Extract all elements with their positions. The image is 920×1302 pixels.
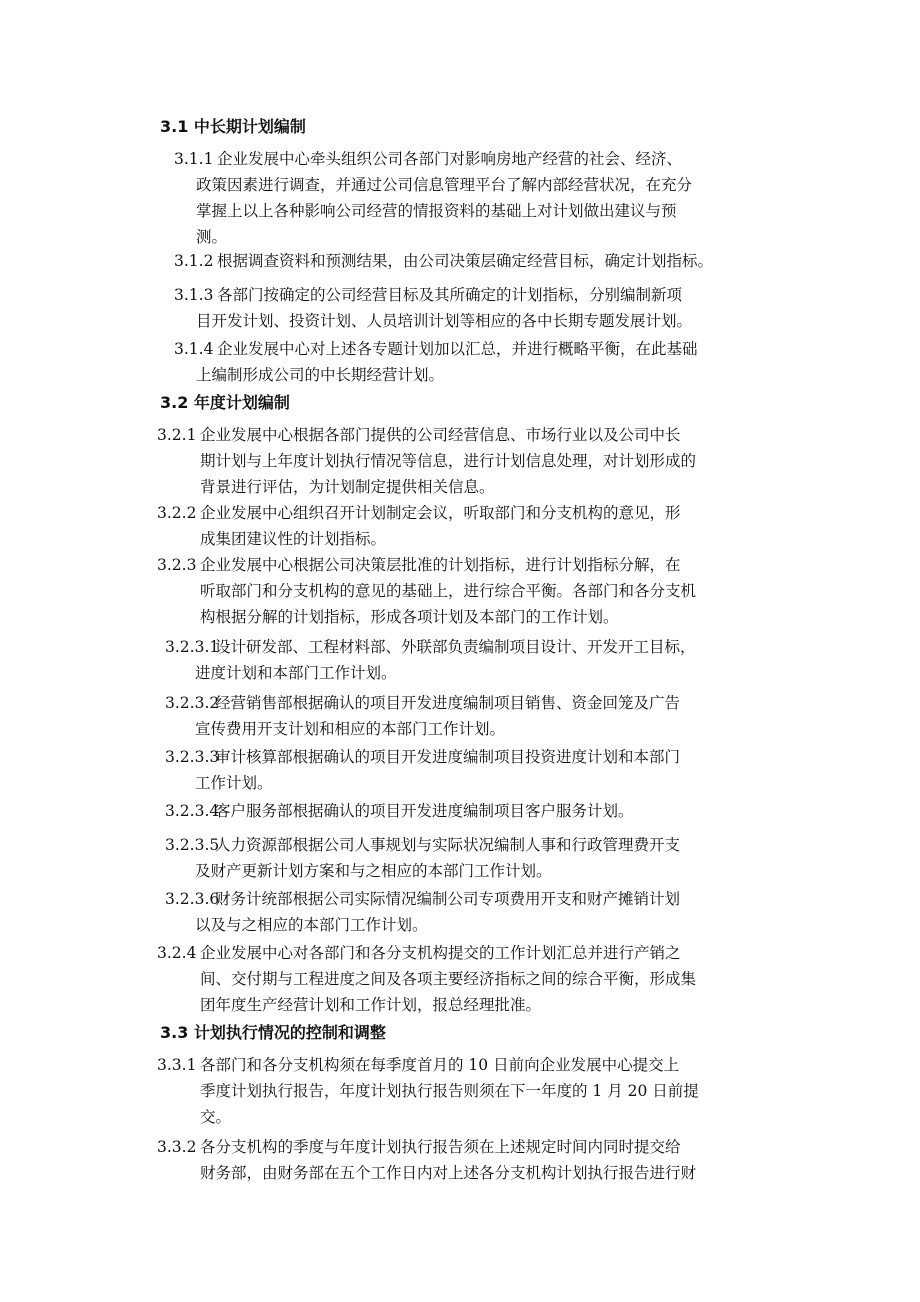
clause-line: 目开发计划、投资计划、人员培训计划等相应的各中长期专题发展计划。 [196, 312, 693, 330]
clause-line: 以及与之相应的本部门工作计划。 [195, 916, 428, 934]
clause-line: 设计研发部、工程材料部、外联部负责编制项目设计、开发开工目标， [215, 638, 696, 656]
clause-line: 各分支机构的季度与年度计划执行报告须在上述规定时间内同时提交给 [200, 1138, 681, 1156]
clause-line: 背景进行评估，为计划制定提供相关信息。 [200, 478, 495, 496]
clause-3-2-2 [157, 500, 681, 552]
clause-3-2-4 [157, 940, 696, 1018]
clause-3-1-1 [174, 146, 692, 250]
clause-line: 各部门和各分支机构须在每季度首月的 10 日前向企业发展中心提交上 [200, 1056, 680, 1074]
clause-line: 成集团建议性的计划指标。 [200, 530, 387, 548]
clause-line: 各部门按确定的公司经营目标及其所确定的计划指标，分别编制新项 [217, 286, 683, 304]
clause-3-2-3-2 [165, 690, 680, 742]
clause-number: 3.2.3.4 [165, 802, 220, 820]
clause-3-2-3-5 [165, 832, 680, 884]
clause-3-2-3-4 [165, 798, 634, 824]
clause-number: 3.1.1 [174, 150, 214, 168]
clause-3-3-2 [157, 1134, 696, 1186]
clause-3-1-2 [174, 248, 713, 274]
clause-line: 听取部门和分支机构的意见的基础上，进行综合平衡。各部门和各分支机 [200, 582, 697, 600]
clause-3-2-1 [157, 422, 696, 500]
clause-number: 3.2.3.2 [165, 694, 220, 712]
clause-line: 人力资源部根据公司人事规划与实际状况编制人事和行政管理费开支 [215, 836, 681, 854]
clause-3-2-3-6 [165, 886, 680, 938]
clause-line: 企业发展中心组织召开计划制定会议，听取部门和分支机构的意见，形 [200, 504, 681, 522]
clause-number: 3.1.4 [174, 340, 214, 358]
section-heading-3-3: 3.3 计划执行情况的控制和调整 [160, 1023, 386, 1042]
clause-line: 宣传费用开支计划和相应的本部门工作计划。 [195, 720, 506, 738]
clause-line: 间、交付期与工程进度之间及各项主要经济指标之间的综合平衡，形成集 [200, 970, 697, 988]
clause-number: 3.2.3.1 [165, 638, 220, 656]
clause-number: 3.2.3.5 [165, 836, 220, 854]
clause-line: 构根据分解的计划指标，形成各项计划及本部门的工作计划。 [200, 608, 619, 626]
clause-line: 季度计划执行报告，年度计划执行报告则须在下一年度的 1 月 20 日前提 [200, 1082, 699, 1100]
clause-line: 财务部，由财务部在五个工作日内对上述各分支机构计划执行报告进行财 [200, 1164, 697, 1182]
clause-3-2-3 [157, 552, 696, 630]
clause-line: 财务计统部根据公司实际情况编制公司专项费用开支和财产摊销计划 [215, 890, 681, 908]
clause-number: 3.2.3.6 [165, 890, 220, 908]
clause-line: 进度计划和本部门工作计划。 [195, 664, 397, 682]
clause-number: 3.2.1 [157, 426, 197, 444]
clause-line: 交。 [200, 1108, 232, 1126]
clause-3-2-3-3 [165, 744, 680, 796]
clause-number: 3.2.2 [157, 504, 197, 522]
clause-number: 3.2.4 [157, 944, 197, 962]
clause-line: 企业发展中心对各部门和各分支机构提交的工作计划汇总并进行产销之 [200, 944, 681, 962]
clause-line: 企业发展中心根据公司决策层批准的计划指标，进行计划指标分解，在 [200, 556, 681, 574]
clause-3-2-3-1 [165, 634, 696, 686]
clause-line: 及财产更新计划方案和与之相应的本部门工作计划。 [195, 862, 552, 880]
clause-line: 上编制形成公司的中长期经营计划。 [196, 366, 445, 384]
clause-line: 根据调查资料和预测结果，由公司决策层确定经营目标，确定计划指标。 [217, 252, 714, 270]
clause-number: 3.3.1 [157, 1056, 197, 1074]
clause-line: 审计核算部根据确认的项目开发进度编制项目投资进度计划和本部门 [215, 748, 681, 766]
section-heading-3-2: 3.2 年度计划编制 [160, 393, 290, 412]
clause-line: 经营销售部根据确认的项目开发进度编制项目销售、资金回笼及广告 [215, 694, 681, 712]
clause-line: 客户服务部根据确认的项目开发进度编制项目客户服务计划。 [215, 802, 634, 820]
clause-line: 测。 [196, 228, 228, 246]
clause-line: 企业发展中心根据各部门提供的公司经营信息、市场行业以及公司中长 [200, 426, 681, 444]
clause-number: 3.3.2 [157, 1138, 197, 1156]
clause-line: 团年度生产经营计划和工作计划，报总经理批准。 [200, 996, 542, 1014]
clause-3-1-3 [174, 282, 692, 334]
clause-3-1-4 [174, 336, 698, 388]
clause-number: 3.2.3 [157, 556, 197, 574]
clause-number: 3.2.3.3 [165, 748, 220, 766]
clause-line: 掌握上以上各种影响公司经营的情报资料的基础上对计划做出建议与预 [196, 202, 677, 220]
clause-line: 期计划与上年度计划执行情况等信息，进行计划信息处理，对计划形成的 [200, 452, 697, 470]
clause-line: 企业发展中心牵头组织公司各部门对影响房地产经营的社会、经济、 [217, 150, 683, 168]
section-heading-3-1: 3.1 中长期计划编制 [160, 117, 306, 136]
clause-line: 工作计划。 [195, 774, 273, 792]
clause-line: 政策因素进行调查，并通过公司信息管理平台了解内部经营状况，在充分 [196, 176, 693, 194]
clause-line: 企业发展中心对上述各专题计划加以汇总，并进行概略平衡，在此基础 [217, 340, 698, 358]
clause-number: 3.1.2 [174, 252, 214, 270]
clause-number: 3.1.3 [174, 286, 214, 304]
clause-3-3-1 [157, 1052, 699, 1130]
